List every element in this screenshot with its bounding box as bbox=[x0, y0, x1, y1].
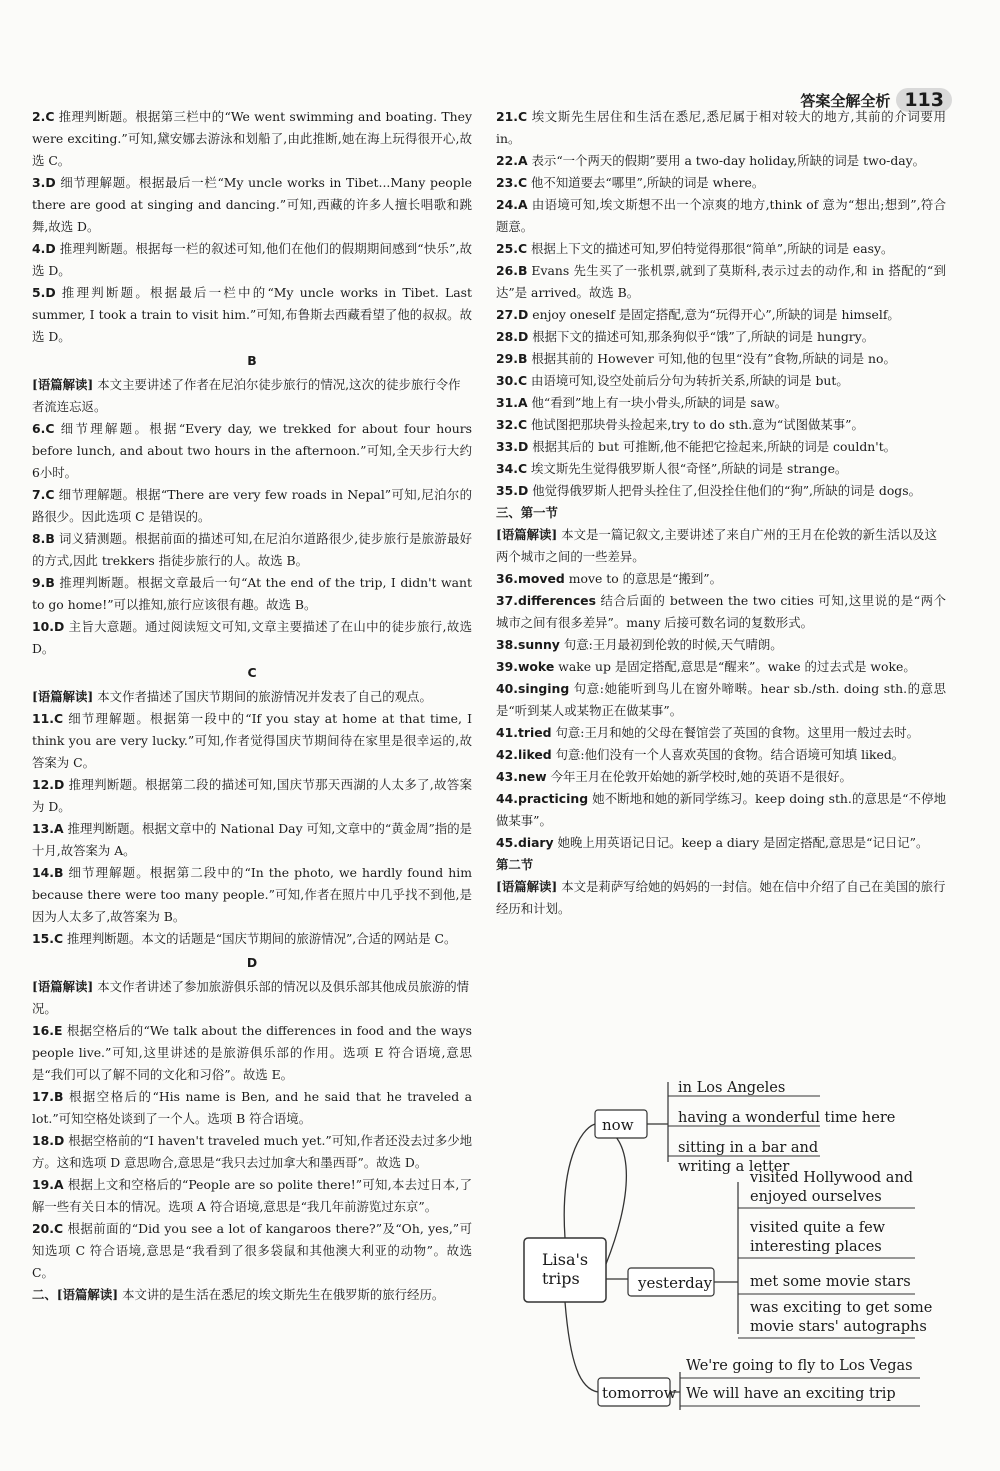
answer-number: 23.C bbox=[496, 175, 528, 190]
yesterday-item: met some movie stars bbox=[750, 1274, 911, 1290]
branch-yesterday-label: yesterday bbox=[638, 1274, 713, 1292]
answer-item bbox=[496, 788, 946, 832]
answer-number: 20.C bbox=[32, 1221, 64, 1236]
answer-text: 根据前面的“Did you see a lot of kangaroos there?”及“Oh, yes,”可知选项 C 符合语境,意思是“我看到了很多袋鼠和其他澳大利亚的动物”。故选 C。 bbox=[32, 1221, 472, 1280]
answer-item bbox=[32, 774, 472, 818]
now-item: having a wonderful time here bbox=[678, 1110, 896, 1126]
answer-text: 细节理解题。根据第二段中的“In the photo, we hardly found him because there were too many people.”可知,作者在照片中几乎找不到他,是因为人太多了,故答案为 B。 bbox=[32, 865, 472, 924]
mind-map bbox=[520, 1064, 950, 1424]
answer-number: 36.moved bbox=[496, 571, 565, 586]
answer-number: 21.C bbox=[496, 109, 528, 124]
answer-number: 10.D bbox=[32, 619, 65, 634]
answer-item bbox=[496, 194, 946, 238]
yesterday-item: was exciting to get some bbox=[750, 1300, 933, 1316]
answer-text: 主旨大意题。通过阅读短文可知,文章主要描述了在山中的徒步旅行,故选 D。 bbox=[32, 619, 472, 656]
answer-text: 句意:王月和她的父母在餐馆尝了英国的食物。这里用一般过去时。 bbox=[555, 725, 920, 740]
answer-number: 12.D bbox=[32, 777, 65, 792]
answer-number: 26.B bbox=[496, 263, 528, 278]
answer-item bbox=[32, 708, 472, 774]
answer-number: 30.C bbox=[496, 373, 528, 388]
answer-text: 根据空格后的“We talk about the differences in food and the ways people live.”可知,这里讲述的是旅游俱乐部的作用。选项 E 符合语境,意思是“我们可以了解不同的文化和习俗”。故选 E。 bbox=[32, 1023, 472, 1082]
answer-text: wake up 是固定搭配,意思是“醒来”。wake 的过去式是 woke。 bbox=[558, 659, 916, 674]
answer-number: 42.liked bbox=[496, 747, 552, 762]
answer-number: 38.sunny bbox=[496, 637, 560, 652]
now-item: sitting in a bar and bbox=[678, 1140, 819, 1156]
answer-item bbox=[32, 572, 472, 616]
connector bbox=[647, 1082, 668, 1162]
answer-number: 24.A bbox=[496, 197, 528, 212]
answer-number: 6.C bbox=[32, 421, 55, 436]
answer-item bbox=[32, 238, 472, 282]
answer-item bbox=[32, 862, 472, 928]
answer-number: 11.C bbox=[32, 711, 64, 726]
answer-text: 细节理解题。根据“Every day, we trekked for about four hours before lunch, and about two hours in the afternoon.”可知,全天步行大约6小时。 bbox=[32, 421, 472, 480]
yesterday-item: visited Hollywood and bbox=[750, 1170, 914, 1186]
answer-item bbox=[496, 656, 946, 678]
answer-item bbox=[496, 634, 946, 656]
answer-number: 8.B bbox=[32, 531, 55, 546]
note-tag: [语篇解读] bbox=[32, 979, 94, 994]
yesterday-item: enjoyed ourselves bbox=[750, 1189, 882, 1205]
answer-item bbox=[32, 418, 472, 484]
left-column bbox=[32, 106, 472, 1306]
note-text: 本文作者讲述了参加旅游俱乐部的情况以及俱乐部其他成员旅游的情况。 bbox=[32, 979, 470, 1016]
answer-text: 细节理解题。根据第一段中的“If you stay at home at that time, I think you are very lucky.”可知,作者觉得国庆节期间待在家里是很幸运的,故答案为 C。 bbox=[32, 711, 472, 770]
connector bbox=[564, 1124, 595, 1238]
passage-note bbox=[32, 1284, 472, 1306]
answer-number: 28.D bbox=[496, 329, 529, 344]
answer-text: 她晚上用英语记日记。keep a diary 是固定搭配,意思是“记日记”。 bbox=[557, 835, 929, 850]
answer-number: 29.B bbox=[496, 351, 528, 366]
answer-text: 推理判断题。根据每一栏的叙述可知,他们在他们的假期期间感到“快乐”,故选 D。 bbox=[32, 241, 472, 278]
answer-number: 43.new bbox=[496, 769, 547, 784]
answer-text: 他试图把那块骨头捡起来,try to do sth.意为“试图做某事”。 bbox=[531, 417, 864, 432]
note-text: 本文是一篇记叙文,主要讲述了来自广州的王月在伦敦的新生活以及这两个城市之间的一些差异。 bbox=[496, 527, 937, 564]
note-tag: [语篇解读] bbox=[496, 527, 558, 542]
answer-item bbox=[32, 928, 472, 950]
header-title: 答案全解全析 bbox=[800, 91, 891, 110]
answer-number: 39.woke bbox=[496, 659, 555, 674]
answer-text: move to 的意思是“搬到”。 bbox=[568, 571, 722, 586]
answer-text: 由语境可知,设空处前后分句为转折关系,所缺的词是 but。 bbox=[531, 373, 849, 388]
answer-number: 45.diary bbox=[496, 835, 554, 850]
answer-text: 细节理解题。根据最后一栏“My uncle works in Tibet...Many people there are good at singing and dancing.”可知,西藏的许多人擅长唱歌和跳舞,故选 D。 bbox=[32, 175, 472, 234]
yesterday-item: interesting places bbox=[750, 1239, 882, 1255]
answer-text: 根据其前的 However 可知,他的包里“没有”食物,所缺的词是 no。 bbox=[531, 351, 896, 366]
answer-number: 17.B bbox=[32, 1089, 64, 1104]
note-tag: [语篇解读] bbox=[32, 689, 94, 704]
answer-number: 2.C bbox=[32, 109, 55, 124]
answer-text: 句意:王月最初到伦敦的时候,天气晴朗。 bbox=[563, 637, 783, 652]
tomorrow-item: We're going to fly to Los Vegas bbox=[686, 1358, 913, 1374]
answer-item bbox=[496, 106, 946, 150]
answer-text: 由语境可知,埃文斯想不出一个凉爽的地方,think of 意为“想出;想到”,符合题意。 bbox=[496, 197, 946, 234]
answer-text: 句意:她能听到鸟儿在窗外啼啭。hear sb./sth. doing sth.的意思是“听到某人或某物正在做某事”。 bbox=[496, 681, 946, 718]
section-heading: B bbox=[247, 353, 257, 368]
answer-item bbox=[496, 722, 946, 744]
answer-text: 他不知道要去“哪里”,所缺的词是 where。 bbox=[531, 175, 765, 190]
section-heading: D bbox=[246, 955, 258, 970]
note-tag: [语篇解读] bbox=[32, 377, 94, 392]
answer-number: 27.D bbox=[496, 307, 529, 322]
note-tag: 二、[语篇解读] bbox=[32, 1287, 119, 1302]
answer-item bbox=[32, 1218, 472, 1284]
answer-number: 40.singing bbox=[496, 681, 570, 696]
passage-note bbox=[32, 374, 472, 418]
passage-note bbox=[496, 876, 946, 920]
answer-number: 31.A bbox=[496, 395, 528, 410]
answer-item bbox=[496, 414, 946, 436]
answer-number: 41.tried bbox=[496, 725, 552, 740]
answer-item bbox=[496, 458, 946, 480]
answer-text: 根据空格后的“His name is Ben, and he said that he traveled a lot.”可知空格处谈到了一个人。选项 B 符合语境。 bbox=[32, 1089, 472, 1126]
answer-number: 13.A bbox=[32, 821, 64, 836]
passage-note bbox=[496, 524, 946, 568]
answer-number: 34.C bbox=[496, 461, 528, 476]
answer-item bbox=[32, 528, 472, 572]
answer-item bbox=[496, 370, 946, 392]
answer-number: 19.A bbox=[32, 1177, 64, 1192]
branch-now-label: now bbox=[602, 1116, 634, 1134]
answer-item bbox=[32, 172, 472, 238]
answer-item bbox=[32, 484, 472, 528]
answer-item bbox=[496, 348, 946, 370]
note-text: 本文是莉萨写给她的妈妈的一封信。她在信中介绍了自己在美国的旅行经历和计划。 bbox=[496, 879, 946, 916]
passage-note bbox=[32, 976, 472, 1020]
answer-text: 推理判断题。根据文章最后一句“At the end of the trip, I didn't want to go home!”可以推知,旅行应该很有趣。故选 B。 bbox=[32, 575, 472, 612]
answer-item bbox=[32, 282, 472, 348]
answer-number: 7.C bbox=[32, 487, 55, 502]
answer-text: 根据上下文的描述可知,罗伯特觉得那很“简单”,所缺的词是 easy。 bbox=[531, 241, 894, 256]
answer-text: 他觉得俄罗斯人把骨头拴住了,但没拴住他们的“狗”,所缺的词是 dogs。 bbox=[532, 483, 921, 498]
answer-number: 15.C bbox=[32, 931, 64, 946]
answer-text: 根据其后的 but 可推断,他不能把它捡起来,所缺的词是 couldn't。 bbox=[532, 439, 897, 454]
answer-number: 35.D bbox=[496, 483, 529, 498]
answer-text: 结合后面的 between the two cities 可知,这里说的是“两个城市之间有很多差异”。many 后接可数名词的复数形式。 bbox=[496, 593, 946, 630]
answer-text: 埃文斯先生居住和生活在悉尼,悉尼属于相对较大的地方,其前的介词要用 in。 bbox=[496, 109, 946, 146]
answer-number: 32.C bbox=[496, 417, 528, 432]
answer-item bbox=[496, 832, 946, 854]
branch-tomorrow-label: tomorrow bbox=[602, 1384, 677, 1402]
answer-item bbox=[496, 744, 946, 766]
answer-number: 44.practicing bbox=[496, 791, 589, 806]
answer-text: 埃文斯先生觉得俄罗斯人很“奇怪”,所缺的词是 strange。 bbox=[531, 461, 848, 476]
answer-text: 她不断地和她的新同学练习。keep doing sth.的意思是“不停地做某事”。 bbox=[496, 791, 946, 828]
note-tag: [语篇解读] bbox=[496, 879, 558, 894]
answer-item bbox=[496, 172, 946, 194]
answer-number: 3.D bbox=[32, 175, 56, 190]
answer-text: 推理判断题。根据文章中的 National Day 可知,文章中的“黄金周”指的是十月,故答案为 A。 bbox=[32, 821, 472, 858]
answer-number: 5.D bbox=[32, 285, 56, 300]
note-text: 本文讲的是生活在悉尼的埃文斯先生在俄罗斯的旅行经历。 bbox=[122, 1287, 445, 1302]
note-text: 本文作者描述了国庆节期间的旅游情况并发表了自己的观点。 bbox=[97, 689, 432, 704]
answer-text: enjoy oneself 是固定搭配,意为“玩得开心”,所缺的词是 himself。 bbox=[532, 307, 900, 322]
answer-item bbox=[496, 436, 946, 458]
answer-number: 18.D bbox=[32, 1133, 65, 1148]
page-number: 113 bbox=[896, 88, 952, 112]
subsection-heading: 第二节 bbox=[496, 857, 534, 872]
answer-item bbox=[496, 392, 946, 414]
answer-item bbox=[32, 1174, 472, 1218]
answer-text: 推理判断题。根据第三栏中的“We went swimming and boating. They were exciting.”可知,黛安娜去游泳和划船了,由此推断,她在海上玩得很开心,故选 C。 bbox=[32, 109, 472, 168]
answer-item bbox=[496, 766, 946, 788]
connector bbox=[714, 1182, 738, 1334]
answer-item bbox=[496, 238, 946, 260]
answer-item bbox=[32, 818, 472, 862]
center-label: trips bbox=[542, 1269, 580, 1288]
answer-number: 37.differences bbox=[496, 593, 596, 608]
answer-text: 根据下文的描述可知,那条狗似乎“饿”了,所缺的词是 hungry。 bbox=[532, 329, 875, 344]
answer-number: 14.B bbox=[32, 865, 64, 880]
answer-item bbox=[32, 1020, 472, 1086]
tomorrow-item: We will have an exciting trip bbox=[686, 1386, 896, 1402]
now-item: writing a letter bbox=[678, 1159, 790, 1175]
answer-item bbox=[496, 150, 946, 172]
answer-text: 他“看到”地上有一块小骨头,所缺的词是 saw。 bbox=[531, 395, 788, 410]
center-label: Lisa's bbox=[542, 1250, 589, 1269]
answer-item bbox=[496, 480, 946, 502]
answer-item bbox=[496, 678, 946, 722]
note-text: 本文主要讲述了作者在尼泊尔徒步旅行的情况,这次的徒步旅行令作者流连忘返。 bbox=[32, 377, 461, 414]
answer-text: 今年王月在伦敦开始她的新学校时,她的英语不是很好。 bbox=[550, 769, 852, 784]
answer-item bbox=[496, 590, 946, 634]
connector bbox=[565, 1302, 598, 1392]
answer-text: 细节理解题。根据“There are very few roads in Nepal”可知,尼泊尔的路很少。因此选项 C 是错误的。 bbox=[32, 487, 472, 524]
now-item: in Los Angeles bbox=[678, 1080, 786, 1096]
answer-text: 推理判断题。根据第二段的描述可知,国庆节那天西湖的人太多了,故答案为 D。 bbox=[32, 777, 472, 814]
answer-text: 表示“一个两天的假期”要用 a two-day holiday,所缺的词是 two-day。 bbox=[531, 153, 926, 168]
passage-note bbox=[32, 686, 472, 708]
answer-item bbox=[496, 260, 946, 304]
answer-number: 4.D bbox=[32, 241, 56, 256]
yesterday-item: movie stars' autographs bbox=[750, 1319, 927, 1335]
subsection-heading: 三、第一节 bbox=[496, 505, 558, 520]
section-heading: C bbox=[247, 665, 257, 680]
answer-text: 推理判断题。根据最后一栏中的“My uncle works in Tibet. Last summer, I took a train to visit him.”可知,布鲁斯去西藏看望了他的叔叔。故选 D。 bbox=[32, 285, 472, 344]
answer-item bbox=[496, 304, 946, 326]
answer-text: 词义猜测题。根据前面的描述可知,在尼泊尔道路很少,徒步旅行是旅游最好的方式,因此 trekkers 指徒步旅行的人。故选 B。 bbox=[32, 531, 472, 568]
yesterday-item: visited quite a few bbox=[750, 1220, 886, 1236]
answer-item bbox=[32, 1086, 472, 1130]
answer-number: 33.D bbox=[496, 439, 529, 454]
answer-number: 16.E bbox=[32, 1023, 63, 1038]
answer-text: Evans 先生买了一张机票,就到了莫斯科,表示过去的动作,和 in 搭配的“到达”是 arrived。故选 B。 bbox=[496, 263, 946, 300]
answer-item bbox=[32, 616, 472, 660]
answer-text: 根据空格前的“I haven't traveled much yet.”可知,作者还没去过多少地方。这和选项 D 意思吻合,意思是“我只去过加拿大和墨西哥”。故选 D。 bbox=[32, 1133, 472, 1170]
answer-text: 根据上文和空格后的“People are so polite there!”可知,本去过日本,了解一些有关日本的情况。选项 A 符合语境,意思是“我几年前游览过东京”。 bbox=[32, 1177, 472, 1214]
answer-number: 9.B bbox=[32, 575, 55, 590]
answer-item bbox=[32, 106, 472, 172]
answer-item bbox=[496, 568, 946, 590]
answer-text: 句意:他们没有一个人喜欢英国的食物。结合语境可知填 liked。 bbox=[555, 747, 905, 762]
answer-number: 22.A bbox=[496, 153, 528, 168]
answer-item bbox=[32, 1130, 472, 1174]
answer-item bbox=[496, 326, 946, 348]
answer-number: 25.C bbox=[496, 241, 528, 256]
right-column bbox=[496, 106, 946, 920]
answer-text: 推理判断题。本文的话题是“国庆节期间的旅游情况”,合适的网站是 C。 bbox=[67, 931, 457, 946]
